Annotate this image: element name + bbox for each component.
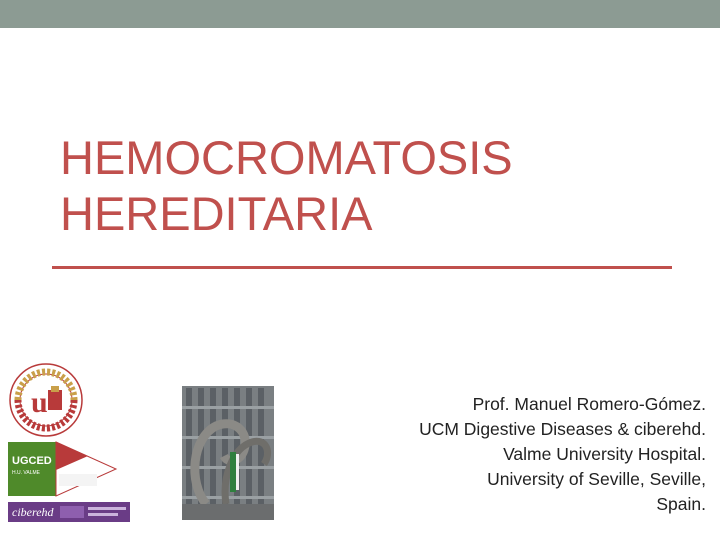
sculpture-photo-graphic [182,386,274,520]
svg-text:u: u [31,386,48,419]
ciberehd-logo [8,502,130,522]
credit-line-hospital: Valme University Hospital. [503,444,706,464]
top-bar [0,0,720,28]
credit-line-university: University of Seville, Seville, [487,469,706,489]
ugced-logo [8,442,116,496]
credit-line-country: Spain. [656,494,706,514]
title-line-2: HEREDITARIA [60,187,373,240]
ciberehd-text: ciberehd [12,505,54,519]
credit-line-name: Prof. Manuel Romero-Gómez. [472,394,706,414]
author-credits [306,392,706,517]
ugced-sub-text: H.U. VALME [12,470,40,476]
title-underline [52,266,672,269]
title-line-1: HEMOCROMATOSIS [60,131,513,184]
ugced-main-text: UGCED [12,455,52,467]
university-seville-seal [10,364,82,436]
sculpture-photo [182,386,274,520]
slide-title [60,130,680,242]
institution-logos [8,362,132,524]
credit-line-unit: UCM Digestive Diseases & ciberehd. [419,419,706,439]
logos-graphic [8,362,132,524]
